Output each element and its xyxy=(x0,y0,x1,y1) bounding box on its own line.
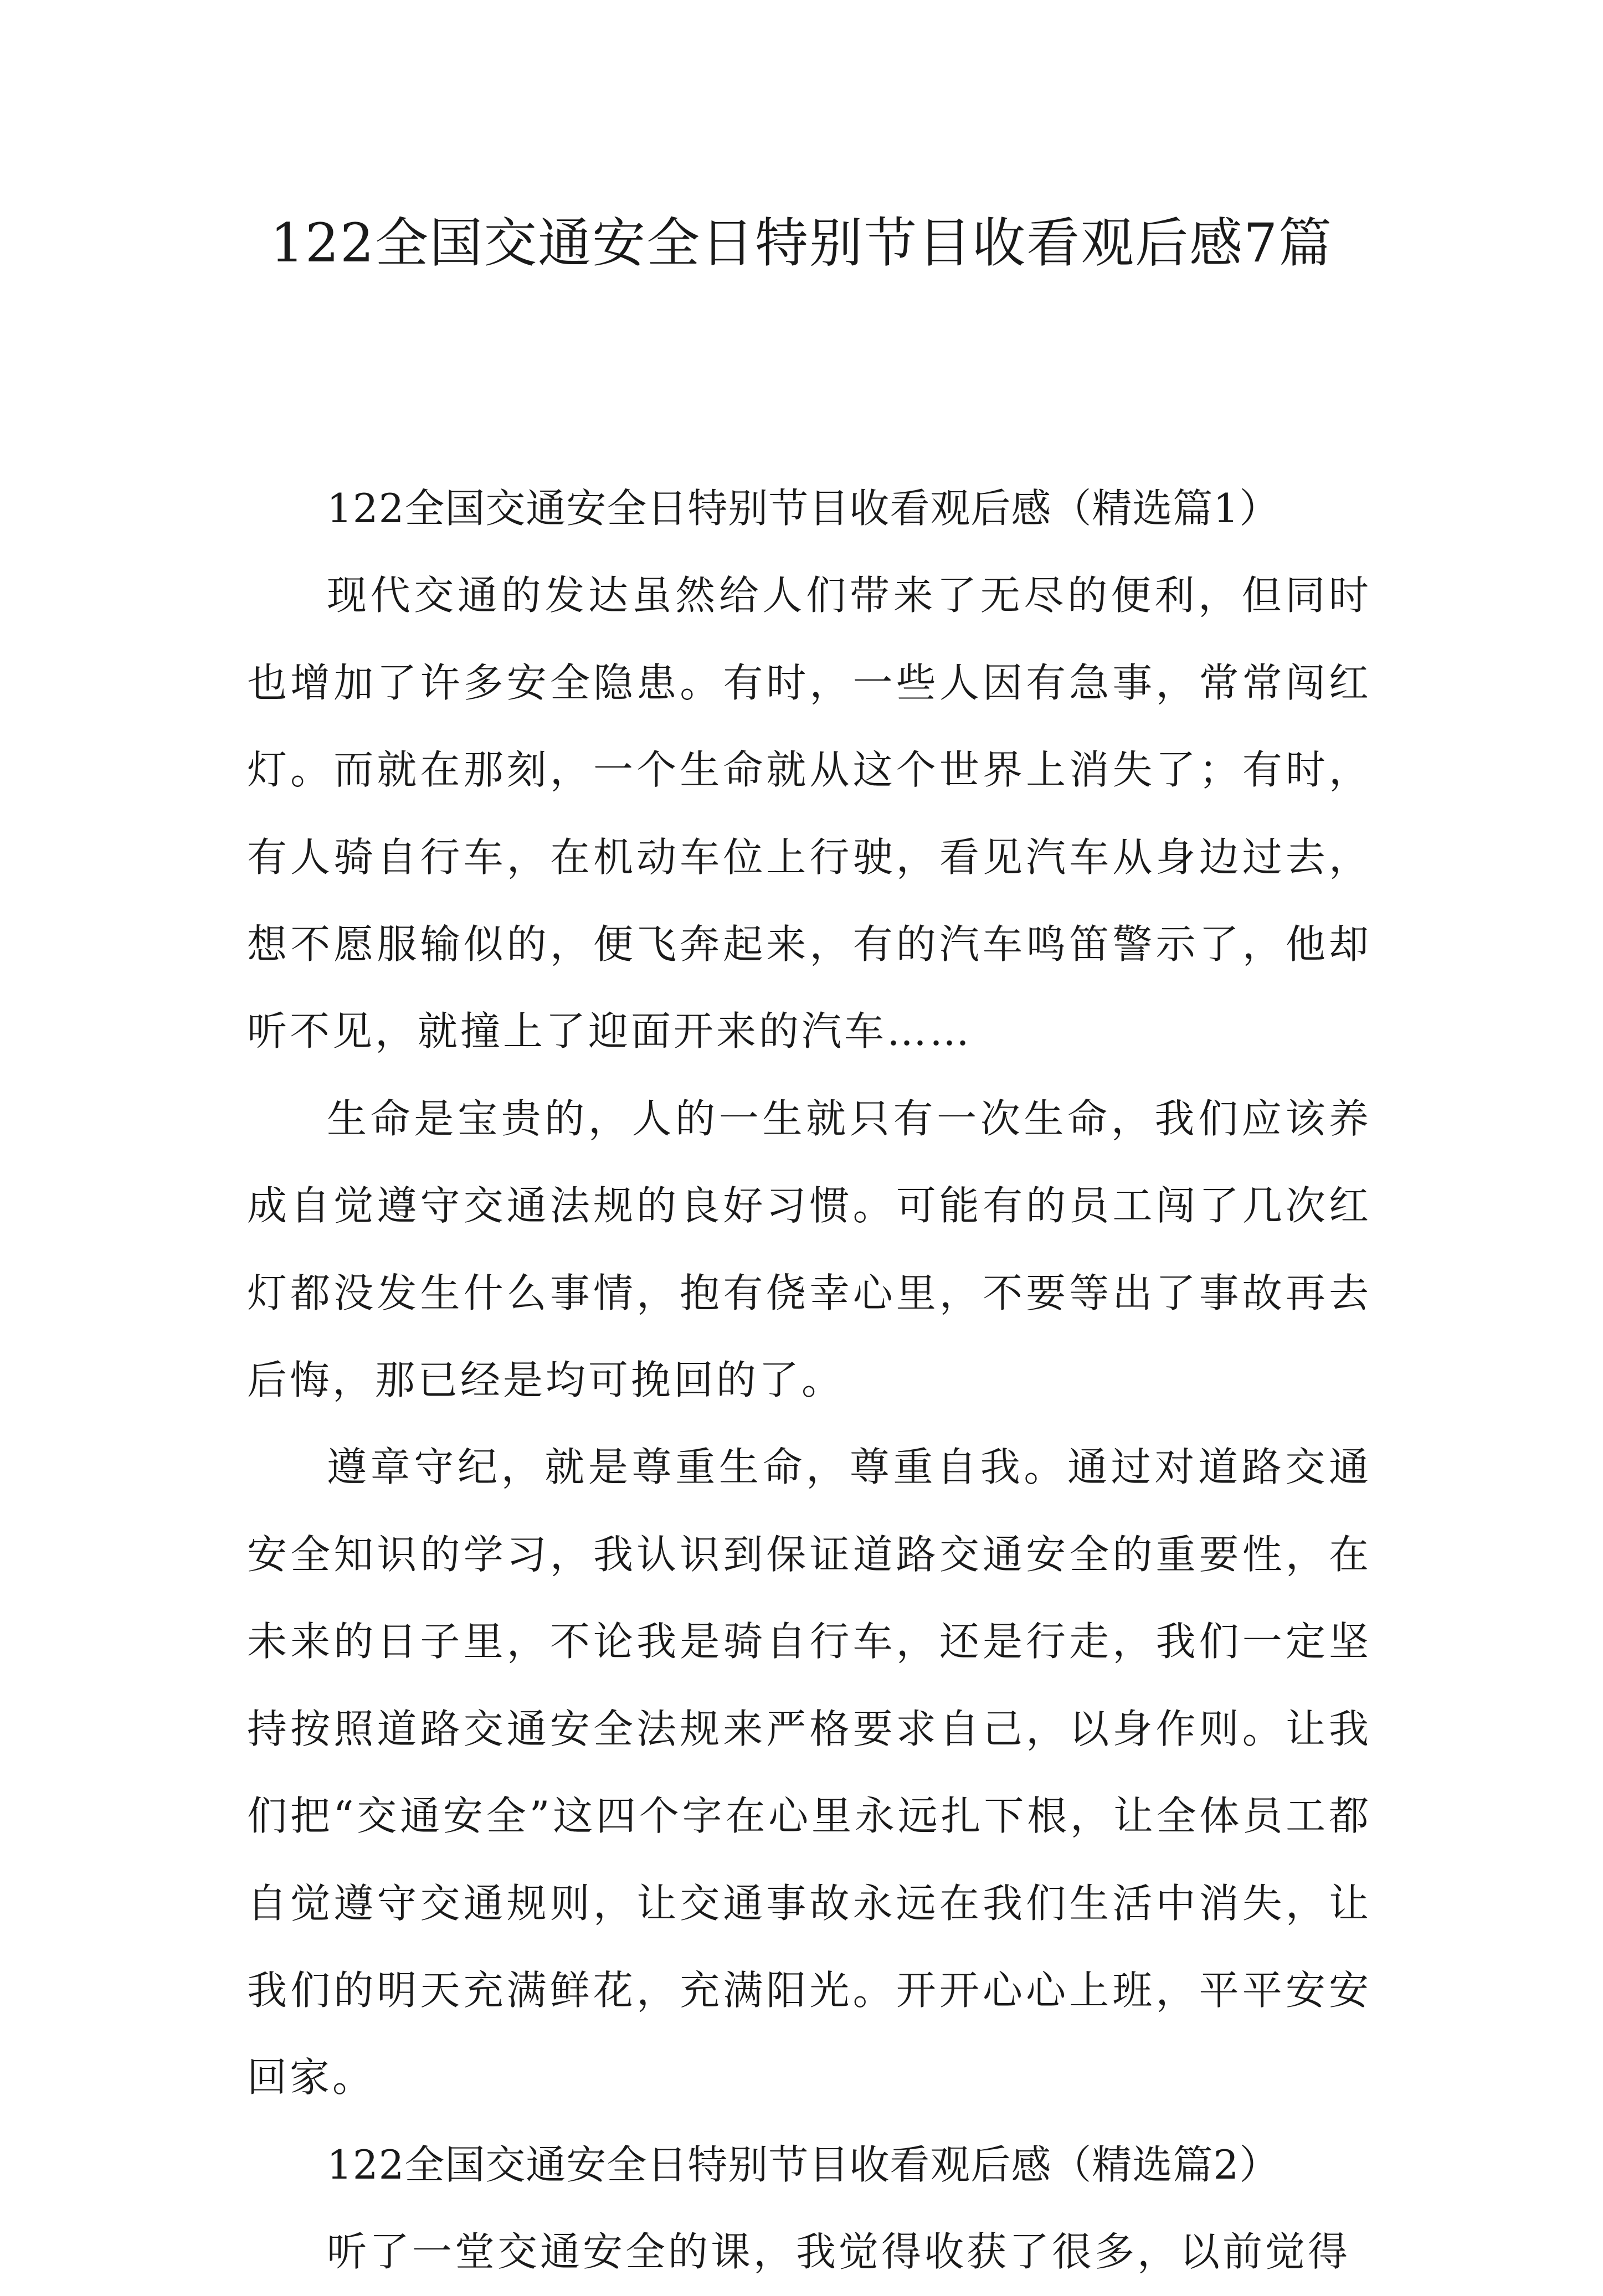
paragraph: 遵章守纪，就是尊重生命，尊重自我。通过对道路交通安全知识的学习，我认识到保证道路交通安全的重要性，在未来的日子里，不论我是骑自行车，还是行走，我们一定坚持按照道路交通安全法规来严格要求自己，以身作则。让我们把“交通安全”这四个字在心里永远扎下根，让全体员工都自觉遵守交通规则，让交通事故永远在我们生活中消失，让我们的明天充满鲜花，充满阳光。开开心心上班，平平安安回家。 xyxy=(247,1444,1371,2101)
section-heading-1: 122全国交通安全日特别节目收看观后感（精选篇1） xyxy=(327,485,1280,532)
document-body xyxy=(247,465,1371,2296)
paragraph: 生命是宝贵的，人的一生就只有一次生命，我们应该养成自觉遵守交通法规的良好习惯。可能有的员工闯了几次红灯都没发生什么事情，抱有侥幸心里，不要等出了事故再去后悔，那已经是均可挽回的了。 xyxy=(247,1095,1371,1404)
section-heading-2: 122全国交通安全日特别节目收看观后感（精选篇2） xyxy=(327,2141,1280,2188)
paragraph: 现代交通的发达虽然给人们带来了无尽的便利，但同时也增加了许多安全隐患。有时，一些人因有急事，常常闯红灯。而就在那刻，一个生命就从这个世界上消失了；有时，有人骑自行车，在机动车位上行驶，看见汽车从身边过去，想不愿服输似的，便飞奔起来，有的汽车鸣笛警示了，他却听不见，就撞上了迎面开来的汽车…… xyxy=(247,572,1371,1055)
paragraph: 听了一堂交通安全的课，我觉得收获了很多，以前觉得 xyxy=(327,2228,1351,2276)
document-title: 122全国交通安全日特别节目收看观后感7篇 xyxy=(270,212,1333,274)
